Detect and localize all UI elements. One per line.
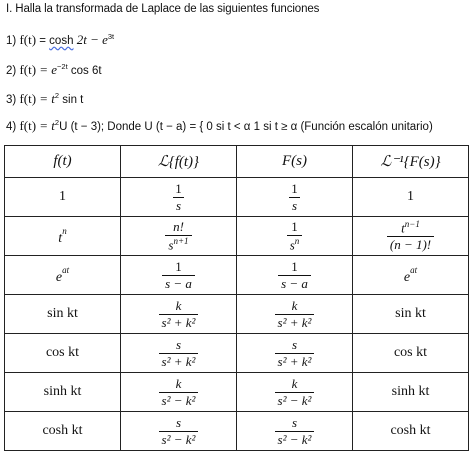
exponent: n: [62, 225, 67, 236]
cell-laplace: [121, 334, 237, 373]
frac-numerator: s: [175, 336, 182, 352]
frac-denominator: s² + k²: [159, 314, 199, 330]
problem-equals: = t: [39, 91, 55, 106]
frac-numerator: k: [175, 297, 182, 313]
cell-F: [237, 178, 353, 217]
cell-laplace: [121, 412, 237, 451]
frac-numerator: s: [291, 336, 298, 352]
cell-f: 1: [5, 178, 121, 217]
base: t: [58, 230, 63, 246]
problem-equals: =: [39, 35, 46, 47]
frac-denominator: s² + k²: [159, 353, 199, 369]
cell-inverse: [353, 256, 469, 295]
cell-laplace: [121, 217, 237, 256]
problem-4: [6, 118, 433, 134]
problem-expression: U (t − 3); Donde U (t − a) = { 0 si t < α 1 si t ≥ α (Función escalón unitario): [59, 121, 433, 133]
header-laplace: ℒ{f(t)}: [121, 146, 237, 178]
frac-numerator: 1: [291, 258, 298, 274]
problem-function: f(t): [19, 32, 37, 47]
cell-f: [5, 217, 121, 256]
cell-inverse: sinh kt: [353, 373, 469, 412]
frac-denominator: s² − k²: [159, 392, 199, 408]
cell-inverse: cosh kt: [353, 412, 469, 451]
table-row: [5, 256, 469, 295]
cell-F: [237, 217, 353, 256]
cell-F: [237, 295, 353, 334]
problem-expression: 2t − e: [73, 32, 108, 47]
base: t: [401, 220, 405, 236]
frac-numerator: s: [291, 414, 298, 430]
header-f-of-s: F(s): [237, 146, 353, 178]
cell-F: [237, 334, 353, 373]
frac-numerator: [398, 220, 423, 236]
frac-denominator: [165, 235, 191, 252]
cell-F: [237, 412, 353, 451]
problem-number: 3): [6, 94, 17, 106]
frac-numerator: k: [175, 375, 182, 391]
cell-laplace: [121, 256, 237, 295]
problem-number: 1): [6, 35, 17, 47]
base: e: [403, 269, 411, 285]
cell-laplace: [121, 295, 237, 334]
exercise-heading: I. Halla la transformada de Laplace de las siguientes funciones: [6, 3, 320, 15]
cell-inverse: [353, 217, 469, 256]
problem-number: 4): [6, 121, 17, 133]
problem-1: [6, 32, 114, 48]
frac-numerator: 1: [175, 180, 182, 196]
frac-numerator: n!: [173, 219, 184, 235]
table-row: [5, 412, 469, 451]
table-header-row: [5, 146, 469, 178]
exponent: n+1: [173, 235, 189, 246]
frac-numerator: 1: [291, 180, 298, 196]
exponent: n: [294, 235, 300, 246]
table-row: [5, 178, 469, 217]
frac-denominator: s² + k²: [275, 353, 315, 369]
cell-f: cosh kt: [5, 412, 121, 451]
base: s: [168, 237, 174, 253]
problem-equals: = e: [39, 62, 58, 77]
problem-expression: cos 6t: [67, 65, 102, 77]
exponent: at: [410, 264, 418, 275]
frac-denominator: s: [173, 197, 184, 213]
problem-2: [6, 62, 102, 78]
cell-f: sinh kt: [5, 373, 121, 412]
base: s: [289, 237, 295, 253]
problem-3: [6, 91, 83, 107]
frac-denominator: s: [289, 197, 300, 213]
problem-function: f(t): [19, 91, 37, 106]
frac-denominator: s² − k²: [275, 392, 315, 408]
cell-inverse: sin kt: [353, 295, 469, 334]
frac-denominator: s² − k²: [159, 431, 199, 447]
table-row: [5, 334, 469, 373]
problem-exponent: 2: [54, 91, 60, 101]
problem-number: 2): [6, 65, 17, 77]
frac-denominator: s − a: [162, 275, 195, 291]
problem-exponent: −2t: [57, 62, 68, 72]
cell-laplace: [121, 178, 237, 217]
frac-numerator: 1: [175, 258, 182, 274]
table-row: [5, 217, 469, 256]
cell-inverse: cos kt: [353, 334, 469, 373]
frac-numerator: s: [175, 414, 182, 430]
laplace-table: [4, 145, 469, 451]
frac-numerator: k: [291, 297, 298, 313]
frac-denominator: s² + k²: [275, 314, 315, 330]
header-inverse-laplace: ℒ⁻¹{F(s)}: [353, 146, 469, 178]
frac-denominator: s − a: [278, 275, 311, 291]
frac-denominator: (n − 1)!: [387, 236, 434, 252]
problem-exponent: 3t: [107, 32, 115, 42]
cell-f: cos kt: [5, 334, 121, 373]
problem-expression: sin t: [59, 94, 84, 106]
base: e: [55, 269, 63, 285]
problem-exponent: 2: [54, 118, 60, 128]
misspelled-word: cosh: [49, 35, 74, 47]
table-row: [5, 295, 469, 334]
problem-function: f(t): [19, 62, 37, 77]
cell-F: [237, 256, 353, 295]
frac-denominator: s² − k²: [275, 431, 315, 447]
header-f-of-t: f(t): [5, 146, 121, 178]
cell-f: sin kt: [5, 295, 121, 334]
cell-f: [5, 256, 121, 295]
cell-F: [237, 373, 353, 412]
problem-function: f(t): [19, 118, 37, 133]
exponent: at: [62, 264, 70, 275]
table-row: [5, 373, 469, 412]
frac-denominator: [287, 235, 303, 252]
exponent: n−1: [404, 219, 420, 230]
cell-inverse: 1: [353, 178, 469, 217]
frac-numerator: 1: [291, 219, 298, 235]
problem-equals: = t: [39, 118, 55, 133]
cell-laplace: [121, 373, 237, 412]
frac-numerator: k: [291, 375, 298, 391]
